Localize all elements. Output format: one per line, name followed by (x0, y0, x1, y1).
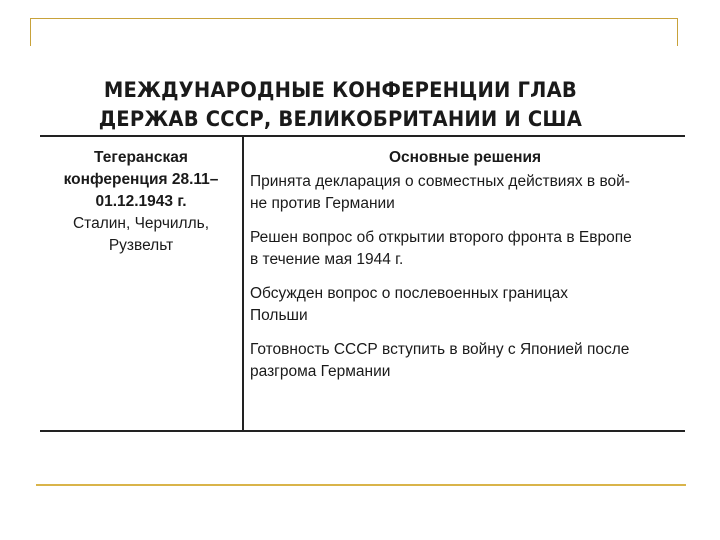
column-divider (242, 137, 244, 430)
page-title (80, 76, 601, 134)
decision-line: Решен вопрос об открытии второго фронта в Европе (250, 229, 632, 246)
conference-cell (40, 147, 242, 257)
decision-line: Принята декларация о совместных действиях в вой- (250, 173, 630, 190)
decision-item (250, 171, 680, 215)
footer-rule (36, 484, 686, 486)
conference-name-line-1: Тегеранская (94, 149, 188, 166)
slide-frame-top (30, 18, 678, 19)
participants-line-1: Сталин, Черчилль, (72, 215, 210, 232)
slide-frame-left (30, 18, 31, 46)
decision-item (250, 227, 680, 271)
title-line-1: МЕЖДУНАРОДНЫЕ КОНФЕРЕНЦИИ ГЛАВ (103, 78, 577, 102)
decision-line: Обсужден вопрос о послевоенных границах (250, 285, 569, 302)
conference-name-line-2: конференция 28.11– (63, 171, 219, 188)
conference-name-line-3: 01.12.1943 г. (95, 193, 187, 210)
decisions-header: Основные решения (388, 149, 542, 166)
decision-line: разгрома Германии (250, 363, 391, 380)
decision-item (250, 283, 680, 327)
conference-table (40, 135, 685, 432)
decision-line: Польши (250, 307, 308, 324)
decision-line: не против Германии (250, 195, 395, 212)
participants-line-2: Рузвельт (108, 237, 174, 254)
title-line-2: ДЕРЖАВ СССР, ВЕЛИКОБРИТАНИИ И США (98, 107, 583, 131)
decisions-cell (250, 147, 680, 395)
slide-frame-right (677, 18, 678, 46)
decision-item (250, 339, 680, 383)
decision-line: в течение мая 1944 г. (250, 251, 404, 268)
decision-line: Готовность СССР вступить в войну с Японией после (250, 341, 630, 358)
